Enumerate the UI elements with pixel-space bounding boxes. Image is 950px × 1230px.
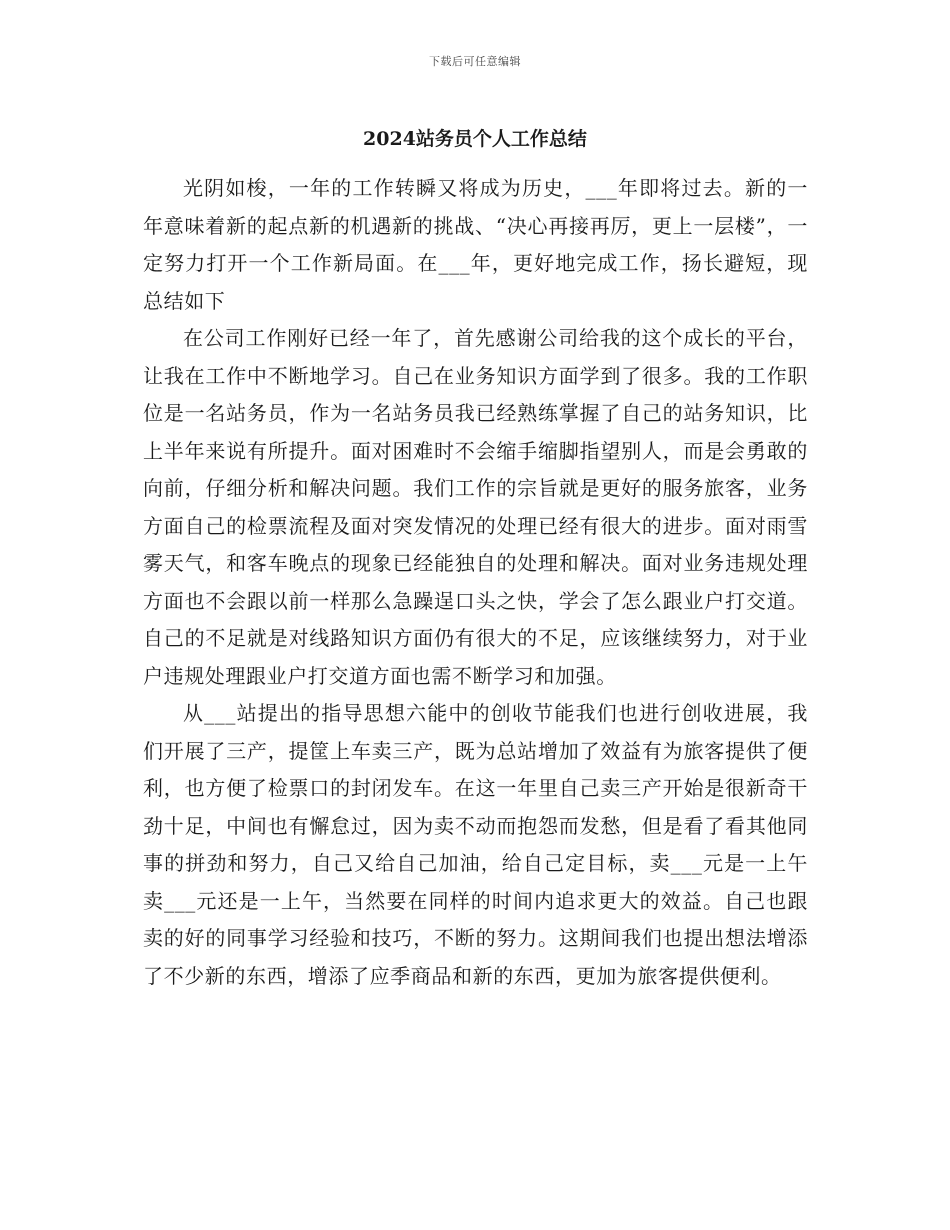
page-header-note: 下载后可任意编辑: [429, 55, 521, 68]
paragraph-work-experience: 在公司工作刚好已经一年了，首先感谢公司给我的这个成长的平台，让我在工作中不断地学习。自己在业务知识方面学到了很多。我的工作职位是一名站务员，作为一名站务员我已经熟练掌握了自己的站务知识，比上半年来说有所提升。面对困难时不会缩手缩脚指望别人，而是会勇敢的向前，仔细分析和解决问题。我们工作的宗旨就是更好的服务旅客，业务方面自己的检票流程及面对突发情况的处理已经有很大的进步。面对雨雪雾天气，和客车晚点的现象已经能独自的处理和解决。面对业务违规处理方面也不会跟以前一样那么急躁逞口头之快，学会了怎么跟业户打交道。自己的不足就是对线路知识方面仍有很大的不足，应该继续努力，对于业户违规处理跟业户打交道方面也需不断学习和加强。: [143, 326, 808, 688]
paragraph-revenue-sales: 从___站提出的指导思想六能中的创收节能我们也进行创收进展，我们开展了三产，提筐上车卖三产，既为总站增加了效益有为旅客提供了便利，也方便了检票口的封闭发车。在这一年里自己卖三产开始是很新奇干劲十足，中间也有懈怠过，因为卖不动而抱怨而发愁，但是看了看其他同事的拼劲和努力，自己又给自己加油，给自己定目标，卖___元是一上午卖___元还是一上午，当然要在同样的时间内追求更大的效益。自己也跟卖的好的同事学习经验和技巧，不断的努力。这期间我们也提出想法增添了不少新的东西，增添了应季商品和新的东西，更加为旅客提供便利。: [143, 701, 808, 988]
document-body: [143, 170, 808, 995]
document-title: 2024站务员个人工作总结: [363, 128, 587, 150]
paragraph-intro: 光阴如梭，一年的工作转瞬又将成为历史，___年即将过去。新的一年意味着新的起点新的机遇新的挑战、“决心再接再厉，更上一层楼”，一定努力打开一个工作新局面。在___年，更好地完成工作，扬长避短，现总结如下: [143, 176, 808, 313]
